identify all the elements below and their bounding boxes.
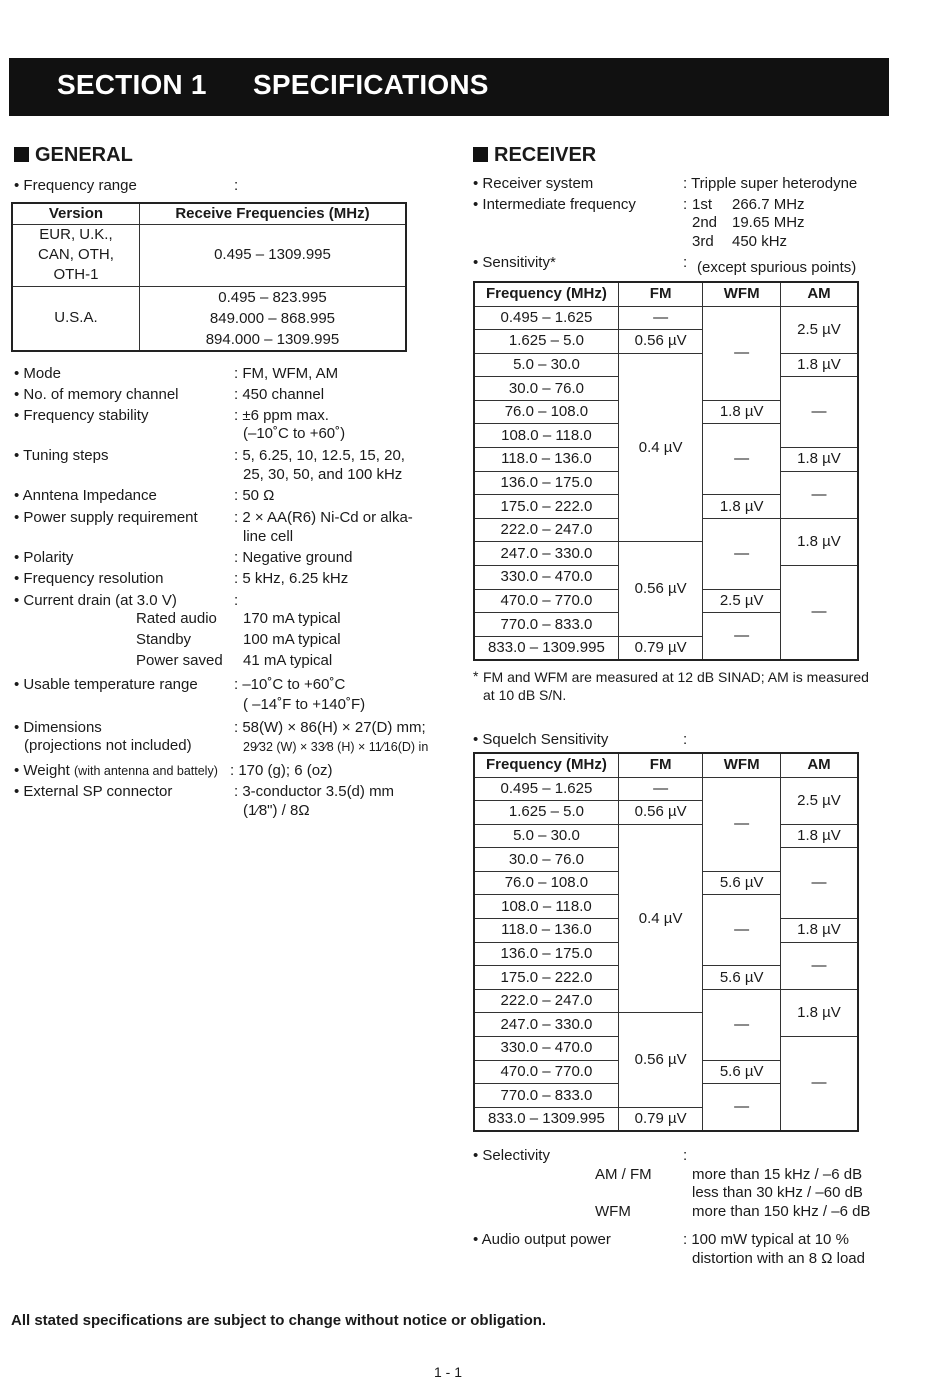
disclaimer: All stated specifications are subject to change without notice or obligation. xyxy=(11,1312,547,1329)
footnote-line: FM and WFM are measured at 12 dB SINAD; AM is measured xyxy=(483,669,869,685)
freq-cell: 330.0 – 470.0 xyxy=(474,1037,618,1061)
spec-label-impedance: • Anntena Impedance xyxy=(14,487,157,504)
fm-cell: — xyxy=(618,777,702,801)
rx-system-label: • Receiver system xyxy=(473,175,594,192)
section-number: SECTION 1 xyxy=(57,69,207,100)
freq-cell: 5.0 – 30.0 xyxy=(474,353,618,377)
spec-value-tuning-2: 25, 30, 50, and 100 kHz xyxy=(243,466,403,483)
freq-line: 0.495 – 823.995 xyxy=(218,288,327,306)
audio-label: • Audio output power xyxy=(473,1231,611,1248)
spec-value-stability-2: (–10˚C to +60˚) xyxy=(243,425,346,442)
wfm-cell: — xyxy=(703,613,781,660)
freq-cell: 5.0 – 30.0 xyxy=(474,824,618,848)
am-cell: — xyxy=(780,1037,858,1131)
fm-cell: 0.56 µV xyxy=(618,801,702,825)
spec-value-stability: : ±6 ppm max. xyxy=(234,407,329,424)
freq-cell: 470.0 – 770.0 xyxy=(474,1060,618,1084)
spec-value-tuning: : 5, 6.25, 10, 12.5, 15, 20, xyxy=(234,447,405,464)
if-stage: 2nd xyxy=(692,214,718,231)
footnote-mark: * xyxy=(473,668,479,684)
am-cell: 1.8 µV xyxy=(780,989,858,1036)
squelch-label: • Squelch Sensitivity xyxy=(473,731,609,748)
page-number: 1 - 1 xyxy=(434,1364,463,1379)
am-cell: — xyxy=(780,566,858,660)
freq-cell: 222.0 – 247.0 xyxy=(474,989,618,1013)
freq-cell: 175.0 – 222.0 xyxy=(474,966,618,990)
fm-cell: 0.56 µV xyxy=(618,542,702,636)
spec-label-weight xyxy=(14,762,218,780)
freq-cell: 0.495 – 1.625 xyxy=(474,777,618,801)
current-mode: Power saved xyxy=(136,652,223,669)
spec-value-polarity: : Negative ground xyxy=(234,549,353,566)
audio-value-2: distortion with an 8 Ω load xyxy=(692,1250,865,1267)
freq-cell: 30.0 – 76.0 xyxy=(474,377,618,401)
am-cell: 1.8 µV xyxy=(780,353,858,377)
am-cell: — xyxy=(780,377,858,448)
fm-header: FM xyxy=(618,282,702,306)
spec-label-resolution: • Frequency resolution xyxy=(14,570,164,587)
freq-cell: 76.0 – 108.0 xyxy=(474,400,618,424)
spec-value-memory: : 450 channel xyxy=(234,386,325,403)
selectivity-value: more than 15 kHz / –6 dB xyxy=(692,1166,863,1183)
spec-value-ext-sp-2: (1⁄8") / 8Ω xyxy=(243,802,310,819)
spec-value-weight: : 170 (g); 6 (oz) xyxy=(230,762,333,779)
freq-cell: 136.0 – 175.0 xyxy=(474,471,618,495)
if-stage: 1st xyxy=(692,196,713,213)
spec-value-temp-2: ( –14˚F to +140˚F) xyxy=(243,696,366,713)
fm-cell: 0.79 µV xyxy=(618,636,702,660)
selectivity-label: • Selectivity xyxy=(473,1147,550,1164)
freq-cell: 330.0 – 470.0 xyxy=(474,566,618,590)
fm-header: FM xyxy=(618,753,702,777)
wfm-cell: — xyxy=(703,424,781,495)
spec-value-power-2: line cell xyxy=(243,528,294,545)
fm-cell: 0.79 µV xyxy=(618,1107,702,1131)
am-cell: — xyxy=(780,848,858,919)
am-cell: 1.8 µV xyxy=(780,518,858,565)
freq-cell: 136.0 – 175.0 xyxy=(474,942,618,966)
if-freq: 19.65 MHz xyxy=(732,214,805,231)
am-header: AM xyxy=(780,753,858,777)
sensitivity-label: • Sensitivity* xyxy=(473,254,556,271)
square-bullet-icon xyxy=(473,147,488,162)
spec-value-temp: : –10˚C to +60˚C xyxy=(234,676,346,693)
spec-value-ext-sp: : 3-conductor 3.5(d) mm xyxy=(234,783,395,800)
receiver-heading xyxy=(473,144,596,167)
freq-cell: 118.0 – 136.0 xyxy=(474,448,618,472)
am-cell: 1.8 µV xyxy=(780,824,858,848)
spec-value-power: : 2 × AA(R6) Ni-Cd or alka- xyxy=(234,509,413,526)
wfm-cell: 2.5 µV xyxy=(703,589,781,613)
spec-value-impedance: : 50 Ω xyxy=(234,487,275,504)
weight-label-note: (with antenna and battely) xyxy=(74,764,218,778)
sensitivity-table xyxy=(473,281,859,661)
am-header: AM xyxy=(780,282,858,306)
wfm-cell: 1.8 µV xyxy=(703,400,781,424)
fm-cell: 0.56 µV xyxy=(618,330,702,354)
freq-cell: 118.0 – 136.0 xyxy=(474,919,618,943)
if-stage: 3rd xyxy=(692,233,714,250)
wfm-cell: 5.6 µV xyxy=(703,966,781,990)
spec-label-mode: • Mode xyxy=(14,365,61,382)
wfm-cell: — xyxy=(703,306,781,400)
general-heading xyxy=(14,144,133,167)
fm-cell: 0.56 µV xyxy=(618,1013,702,1107)
sensitivity-note: (except spurious points) xyxy=(697,259,857,276)
fm-cell: 0.4 µV xyxy=(618,824,702,1013)
freq-header: Frequency (MHz) xyxy=(474,282,618,306)
freq-line: 849.000 – 868.995 xyxy=(209,309,336,327)
wfm-cell: 5.6 µV xyxy=(703,1060,781,1084)
current-mode: Rated audio xyxy=(136,610,217,627)
fm-cell: 0.4 µV xyxy=(618,353,702,542)
section-banner xyxy=(9,58,889,116)
freq-cell: 770.0 – 833.0 xyxy=(474,1084,618,1108)
version-table xyxy=(11,202,407,352)
spec-label-power: • Power supply requirement xyxy=(14,509,198,526)
freq-header: Frequency (MHz) xyxy=(474,753,618,777)
freq-cell: 1.625 – 5.0 xyxy=(474,330,618,354)
am-cell: 1.8 µV xyxy=(780,448,858,472)
spec-value-resolution: : 5 kHz, 6.25 kHz xyxy=(234,570,349,587)
spec-label-current: • Current drain (at 3.0 V) xyxy=(14,592,177,609)
freq-cell: 1.625 – 5.0 xyxy=(474,801,618,825)
spec-value-mode: : FM, WFM, AM xyxy=(234,365,339,382)
footnote-line: at 10 dB S/N. xyxy=(483,687,567,703)
sensitivity-sep: : xyxy=(683,254,688,271)
spec-label-tuning: • Tuning steps xyxy=(14,447,109,464)
wfm-header: WFM xyxy=(703,753,781,777)
selectivity-sep: : xyxy=(683,1147,688,1164)
general-heading-text: GENERAL xyxy=(35,144,133,166)
square-bullet-icon xyxy=(14,147,29,162)
version-line: OTH-1 xyxy=(53,266,99,283)
selectivity-mode: WFM xyxy=(595,1203,631,1220)
receive-freq-header: Receive Frequencies (MHz) xyxy=(139,203,406,224)
selectivity-value: less than 30 kHz / –60 dB xyxy=(692,1184,863,1201)
freq-cell xyxy=(139,286,406,351)
rx-system-value: : Tripple super heterodyne xyxy=(683,175,858,192)
freq-cell: 833.0 – 1309.995 xyxy=(474,1107,618,1131)
if-label: • Intermediate frequency xyxy=(473,196,636,213)
freq-cell: 0.495 – 1.625 xyxy=(474,306,618,330)
freq-cell: 0.495 – 1309.995 xyxy=(139,224,406,286)
am-cell: — xyxy=(780,942,858,989)
am-cell: 2.5 µV xyxy=(780,306,858,353)
if-freq: 266.7 MHz xyxy=(732,196,805,213)
squelch-table xyxy=(473,752,859,1132)
selectivity-value: more than 150 kHz / –6 dB xyxy=(692,1203,871,1220)
spec-label-temp: • Usable temperature range xyxy=(14,676,198,693)
spec-label-ext-sp: • External SP connector xyxy=(14,783,173,800)
spec-value-current: : xyxy=(234,592,239,609)
version-cell: U.S.A. xyxy=(12,286,139,351)
wfm-cell: 1.8 µV xyxy=(703,495,781,519)
freq-cell: 108.0 – 118.0 xyxy=(474,895,618,919)
spec-label-dims-2: (projections not included) xyxy=(24,737,192,754)
am-cell: 1.8 µV xyxy=(780,919,858,943)
freq-cell: 247.0 – 330.0 xyxy=(474,542,618,566)
spec-value-dims: : 58(W) × 86(H) × 27(D) mm; xyxy=(234,719,426,736)
current-mode: Standby xyxy=(136,631,192,648)
freq-cell: 30.0 – 76.0 xyxy=(474,848,618,872)
am-cell: 2.5 µV xyxy=(780,777,858,824)
section-title: SPECIFICATIONS xyxy=(253,69,489,100)
spec-label-stability: • Frequency stability xyxy=(14,407,149,424)
current-value: 170 mA typical xyxy=(243,610,341,627)
wfm-header: WFM xyxy=(703,282,781,306)
freq-cell: 108.0 – 118.0 xyxy=(474,424,618,448)
if-freq: 450 kHz xyxy=(732,233,788,250)
wfm-cell: — xyxy=(703,989,781,1060)
wfm-cell: — xyxy=(703,518,781,589)
spec-label-dims: • Dimensions xyxy=(14,719,102,736)
spec-label-polarity: • Polarity xyxy=(14,549,74,566)
freq-cell: 175.0 – 222.0 xyxy=(474,495,618,519)
freq-cell: 833.0 – 1309.995 xyxy=(474,636,618,660)
freq-range-sep: : xyxy=(234,177,239,194)
fm-cell: — xyxy=(618,306,702,330)
version-line: EUR, U.K., xyxy=(39,226,113,243)
wfm-cell: — xyxy=(703,1084,781,1131)
wfm-cell: — xyxy=(703,895,781,966)
receiver-heading-text: RECEIVER xyxy=(494,144,597,166)
freq-cell: 770.0 – 833.0 xyxy=(474,613,618,637)
squelch-sep: : xyxy=(683,731,688,748)
freq-cell: 76.0 – 108.0 xyxy=(474,871,618,895)
spec-value-dims-2: 29⁄32 (W) × 33⁄8 (H) × 11⁄16(D) in xyxy=(243,740,429,754)
freq-range-label: • Frequency range xyxy=(14,177,137,194)
if-sep: : xyxy=(683,196,688,213)
freq-cell: 247.0 – 330.0 xyxy=(474,1013,618,1037)
audio-value: : 100 mW typical at 10 % xyxy=(683,1231,849,1248)
wfm-cell: — xyxy=(703,777,781,871)
freq-cell: 470.0 – 770.0 xyxy=(474,589,618,613)
version-header: Version xyxy=(12,203,139,224)
wfm-cell: 5.6 µV xyxy=(703,871,781,895)
current-value: 100 mA typical xyxy=(243,631,341,648)
am-cell: — xyxy=(780,471,858,518)
version-line: CAN, OTH, xyxy=(38,246,114,263)
spec-label-memory: • No. of memory channel xyxy=(14,386,179,403)
freq-line: 894.000 – 1309.995 xyxy=(205,330,340,348)
version-cell xyxy=(12,224,139,286)
weight-label: • Weight xyxy=(14,762,70,779)
selectivity-mode: AM / FM xyxy=(595,1166,652,1183)
current-value: 41 mA typical xyxy=(243,652,333,669)
freq-cell: 222.0 – 247.0 xyxy=(474,518,618,542)
